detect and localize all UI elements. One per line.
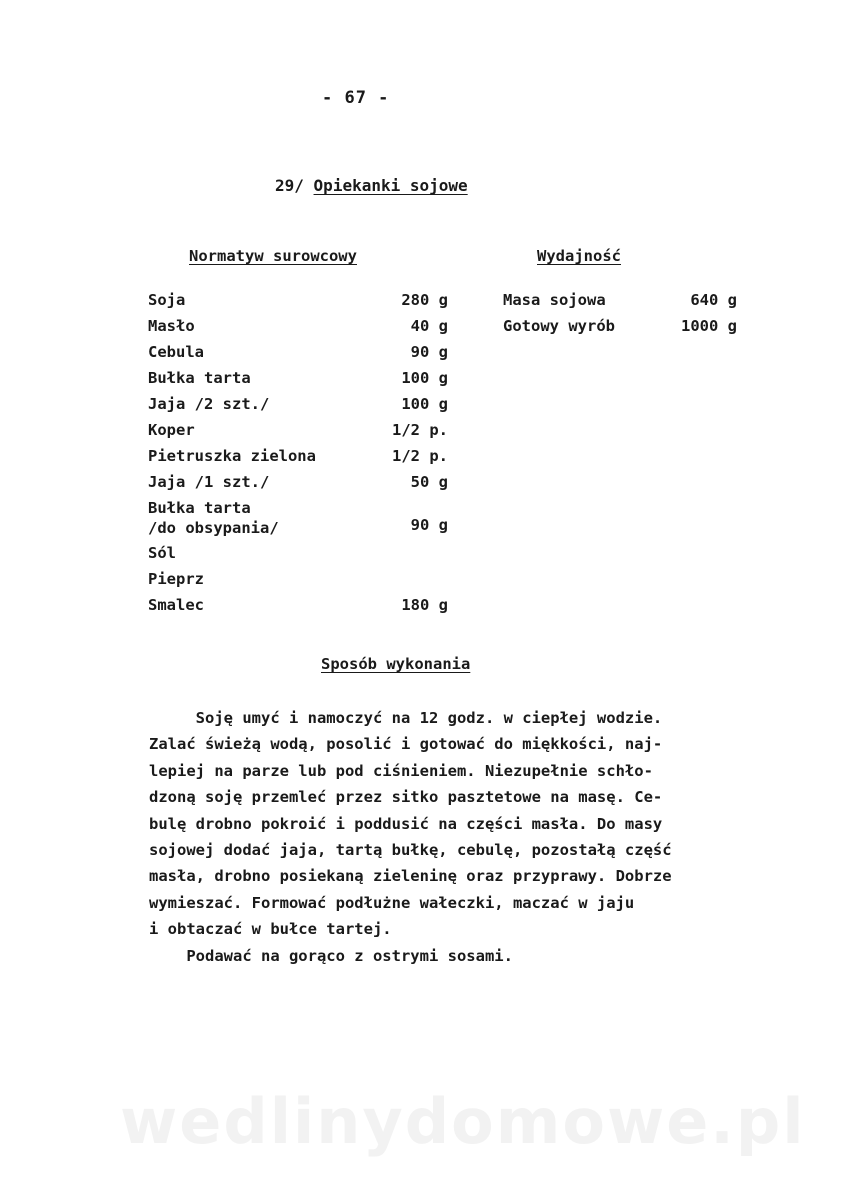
method-line: i obtaczać w bułce tartej. xyxy=(149,920,392,939)
method-line: dzoną soję przemleć przez sitko pasztetowe na masę. Ce- xyxy=(149,788,663,807)
ingredient-qty: 40 g xyxy=(410,317,448,335)
ingredient-name: Smalec xyxy=(148,596,204,614)
page-number: - 67 - xyxy=(322,88,390,108)
method-line: wymieszać. Formować podłużne wałeczki, maczać w jaju xyxy=(149,893,635,912)
ingredient-name: Soja xyxy=(148,291,186,309)
yield-name: Gotowy wyrób xyxy=(503,317,615,335)
ingredient-name: Cebula xyxy=(148,343,204,361)
method-text xyxy=(149,705,749,969)
ingredient-qty: 180 g xyxy=(401,596,448,614)
ingredient-name: Jaja /1 szt./ xyxy=(148,473,270,491)
ingredient-qty: 50 g xyxy=(410,473,448,491)
ingredient-qty: 280 g xyxy=(401,291,448,309)
recipe-number: 29/ xyxy=(275,176,304,195)
ingredient-qty: 90 g xyxy=(410,343,448,361)
ingredient-name: Bułka tarta xyxy=(148,369,251,387)
method-heading: Sposób wykonania xyxy=(321,655,471,673)
method-line: lepiej na parze lub pod ciśnieniem. Niezupełnie schło- xyxy=(149,761,653,780)
ingredient-qty: 1/2 p. xyxy=(392,421,448,439)
yield-qty: 640 g xyxy=(690,291,737,309)
ingredient-name: Pietruszka zielona xyxy=(148,447,316,465)
ingredient-name: Pieprz xyxy=(148,570,204,588)
method-line: masła, drobno posiekaną zieleninę oraz przyprawy. Dobrze xyxy=(149,867,672,886)
ingredient-qty: 100 g xyxy=(401,369,448,387)
method-line: Zalać świeżą wodą, posolić i gotować do miękkości, naj- xyxy=(149,735,663,754)
ingredient-name: Bułka tarta /do obsypania/ xyxy=(148,499,279,537)
yield-heading: Wydajność xyxy=(537,247,621,265)
yield-qty: 1000 g xyxy=(681,317,737,335)
ingredient-name: Masło xyxy=(148,317,195,335)
method-line: sojowej dodać jaja, tartą bułkę, cebulę, pozostałą część xyxy=(149,841,672,860)
yield-name: Masa sojowa xyxy=(503,291,606,309)
method-line: Soję umyć i namoczyć na 12 godz. w ciepłej wodzie. xyxy=(149,709,663,727)
recipe-name: Opiekanki sojowe xyxy=(313,176,468,195)
ingredient-name: Koper xyxy=(148,421,195,439)
watermark: wedlinydomowe.pl xyxy=(120,1085,806,1158)
ingredient-qty: 1/2 p. xyxy=(392,447,448,465)
ingredient-qty: 100 g xyxy=(401,395,448,413)
method-line: bulę drobno pokroić i poddusić na części masła. Do masy xyxy=(149,814,663,833)
method-line: Podawać na gorąco z ostrymi sosami. xyxy=(149,946,513,965)
ingredient-name: Jaja /2 szt./ xyxy=(148,395,270,413)
recipe-title xyxy=(275,176,468,195)
ingredients-heading: Normatyw surowcowy xyxy=(189,247,357,265)
ingredient-name: Sól xyxy=(148,544,176,562)
ingredient-qty: 90 g xyxy=(410,516,448,534)
